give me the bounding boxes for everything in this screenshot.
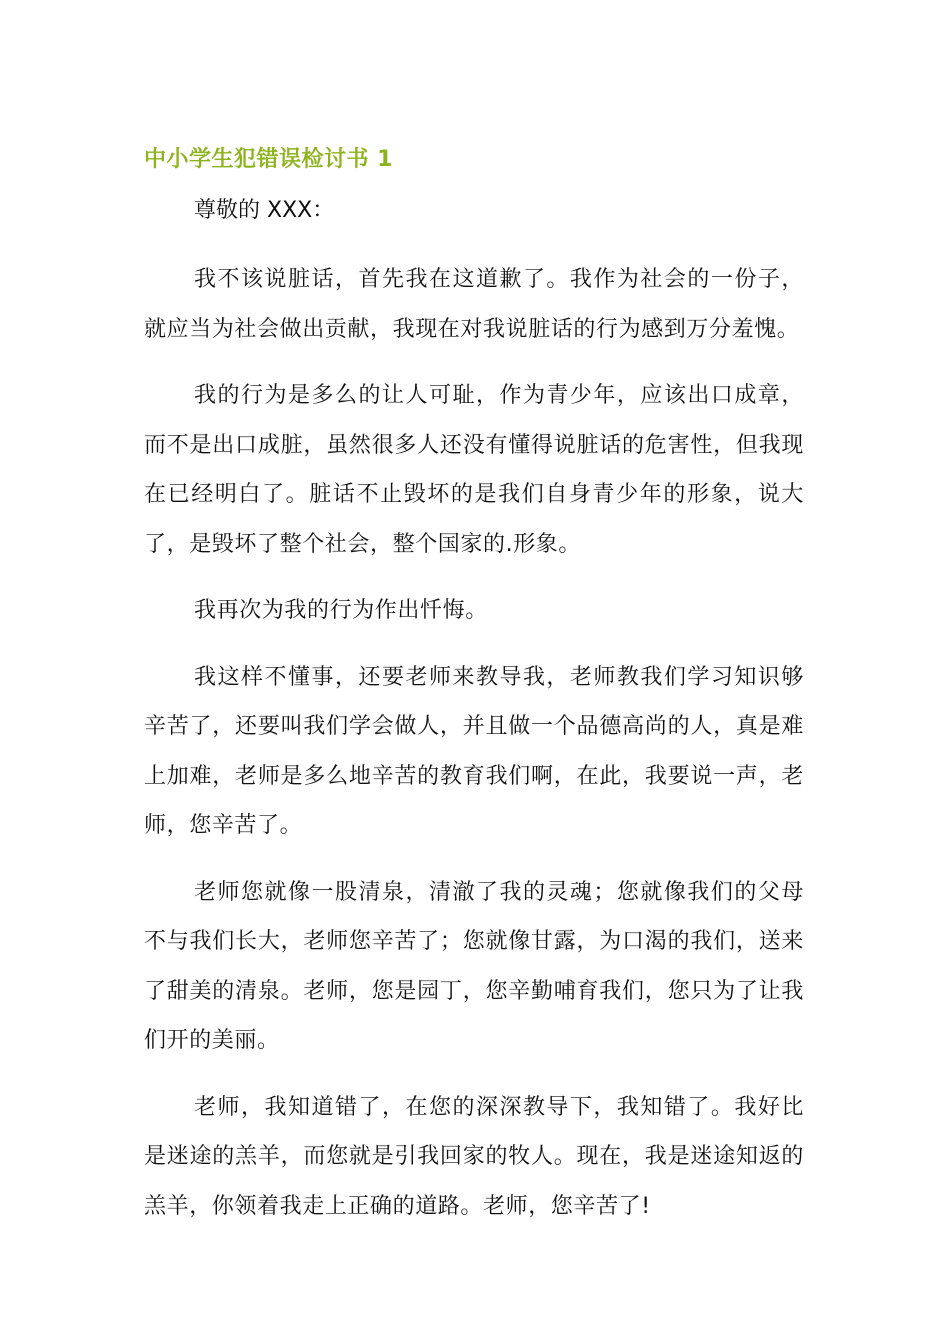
paragraph-2: 我的行为是多么的让人可耻，作为青少年，应该出口成章，而不是出口成脏，虽然很多人还没有懂得说脏话的危害性，但我现在已经明白了。脏话不止毁坏的是我们自身青少年的形象，说大了，是毁坏了整个社会，整个国家的.形象。 bbox=[144, 383, 804, 557]
document-body bbox=[144, 143, 804, 1248]
paragraph-6: 老师，我知道错了，在您的深深教导下，我知错了。我好比是迷途的羔羊，而您就是引我回家的牧人。现在，我是迷途知返的羔羊，你领着我走上正确的道路。老师，您辛苦了! bbox=[144, 1094, 804, 1219]
document-title: 中小学生犯错误检讨书 1 bbox=[144, 147, 393, 172]
paragraph-5: 老师您就像一股清泉，清澈了我的灵魂；您就像我们的父母不与我们长大，老师您辛苦了；您就像甘露，为口渴的我们，送来了甜美的清泉。老师，您是园丁，您辛勤哺育我们，您只为了让我们开的美丽。 bbox=[144, 879, 804, 1053]
paragraph-4: 我这样不懂事，还要老师来教导我，老师教我们学习知识够辛苦了，还要叫我们学会做人，并且做一个品德高尚的人，真是难上加难，老师是多么地辛苦的教育我们啊，在此，我要说一声，老师，您辛苦了。 bbox=[144, 664, 804, 838]
paragraph-3: 我再次为我的行为作出忏悔。 bbox=[194, 598, 488, 623]
paragraph-1: 我不该说脏话，首先我在这道歉了。我作为社会的一份子，就应当为社会做出贡献，我现在对我说脏话的行为感到万分羞愧。 bbox=[144, 267, 804, 342]
salutation: 尊敬的 XXX： bbox=[194, 198, 335, 223]
